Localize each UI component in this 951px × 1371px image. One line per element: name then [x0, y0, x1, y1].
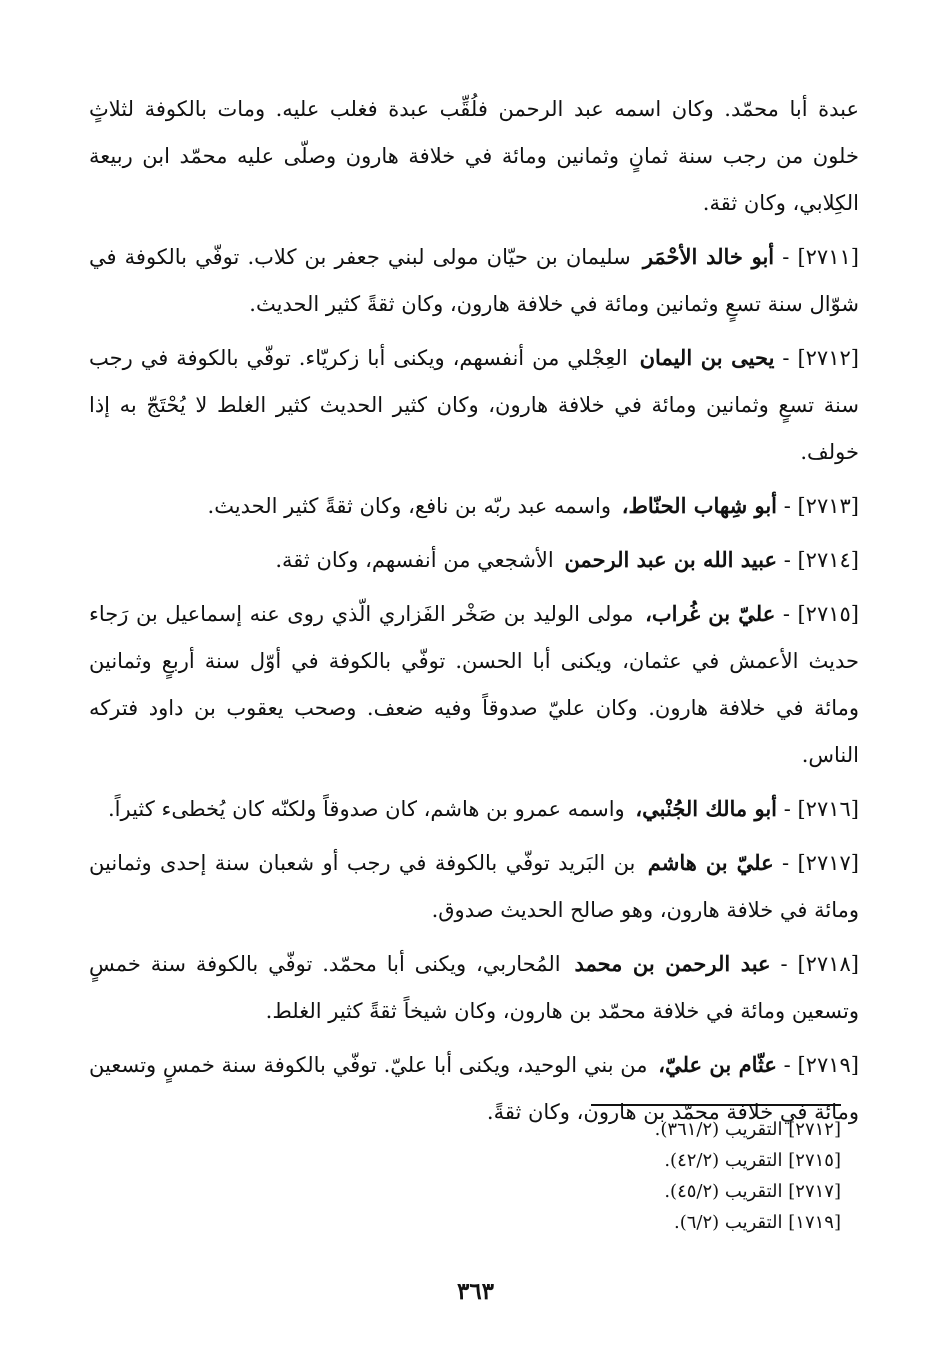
entry-text: سليمان بن حيّان مولى لبني جعفر بن كلاب. توفّي بالكوفة في شوّال سنة تسعٍ وثمانين ومائة في خلافة هارون، وكان ثقةً كثير الحديث.	[89, 245, 859, 316]
entry-text: الأشجعي من أنفسهم، وكان ثقة.	[275, 548, 554, 572]
entry-text: واسمه عمرو بن هاشم، كان صدوقاً ولكنّه كان يُخطىء كثيراً.	[108, 797, 625, 821]
entry-2712	[89, 334, 859, 476]
entry-2715	[89, 590, 859, 779]
entry-text: مولى الوليد بن صَخْر الفَزاري الّذي روى عنه إسماعيل بن رَجاء حديث الأعمش في عثمان، ويكنى أبا الحسن. توفّي بالكوفة في أوّل سنة أربعٍ وثمانين ومائة في خلافة هارون. وكان عليّ صدوقاً وفيه ضعف. وصحب يعقوب بن داود فتركه الناس.	[89, 602, 859, 767]
entry-number: [٢٧١٦] -	[783, 797, 859, 821]
entry-name: عليّ بن غُراب،	[645, 601, 776, 626]
entry-text: من بني الوحيد، ويكنى أبا عليّ. توفّي بالكوفة سنة خمسٍ وتسعين ومائة في خلافة محمّد بن هارون، وكان ثقةً.	[89, 1053, 859, 1124]
entry-number: [٢٧١٣] -	[783, 494, 859, 518]
entry-name: يحيى بن اليمان	[639, 345, 775, 370]
entry-text: العِجْلي من أنفسهم، ويكنى أبا زكريّاء. توفّي بالكوفة في رجب سنة تسعٍ وثمانين ومائة في خلافة هارون، وكان كثير الحديث كثير الغلط لا يُحْتَجّ به إذا خولف.	[89, 346, 859, 464]
entry-name: أبو خالد الأحْمَر	[642, 244, 775, 269]
footnote: [٢٧١٢] التقريب (٣٦١/٢).	[654, 1119, 841, 1140]
opening-paragraph: عبدة أبا محمّد. وكان اسمه عبد الرحمن فلُقِّب عبدة فغلب عليه. ومات بالكوفة لثلاثٍ خلون من رجب سنة ثمانٍ وثمانين ومائة في خلافة هارون وصلّى عليه محمّد ابن ربيعة الكِلابي، وكان ثقة.	[89, 97, 859, 215]
entry-text: بن البَريد توفّي بالكوفة في رجب أو شعبان سنة إحدى وثمانين ومائة في خلافة هارون، وهو صالح الحديث صدوق.	[89, 851, 859, 922]
entry-2711	[89, 233, 859, 328]
footnotes	[591, 1104, 841, 1238]
entry-name: أبو مالك الجُنْبي،	[635, 796, 778, 821]
footnote: [١٧١٩] التقريب (٦/٢).	[674, 1212, 841, 1233]
entry-name: عبيد الله بن عبد الرحمن	[564, 547, 778, 572]
entry-2716	[89, 785, 859, 833]
entry-number: [٢٧١٥] -	[782, 602, 859, 626]
entry-2717	[89, 839, 859, 934]
entry-number: [٢٧١٢] -	[782, 346, 859, 370]
entry-number: [٢٧١٩] -	[783, 1053, 859, 1077]
entry-number: [٢٧١١] -	[782, 245, 859, 269]
entry-name: عبد الرحمن بن محمد	[574, 951, 771, 976]
entry-2713	[89, 482, 859, 530]
entry-name: عليّ بن هاشم	[647, 850, 774, 875]
entry-text: واسمه عبد ربّه بن نافع، وكان ثقةً كثير الحديث.	[207, 494, 611, 518]
main-text	[89, 86, 859, 1142]
footnote: [٢٧١٧] التقريب (٤٥/٢).	[664, 1181, 841, 1202]
entry-2718	[89, 940, 859, 1035]
page-number: ٣٦٣	[456, 1278, 495, 1305]
entry-number: [٢٧١٧] -	[782, 851, 859, 875]
footnote: [٢٧١٥] التقريب (٤٢/٢).	[664, 1150, 841, 1171]
entry-name: أبو شِهاب الحنّاط،	[621, 493, 778, 518]
entry-name: عثّام بن عليّ،	[658, 1052, 777, 1077]
entry-number: [٢٧١٨] -	[780, 952, 859, 976]
entry-text: المُحاربي، ويكنى أبا محمّد. توفّي بالكوفة سنة خمسٍ وتسعين ومائة في خلافة محمّد بن هارون، وكان شيخاً ثقةً كثير الغلط.	[89, 952, 859, 1023]
entry-number: [٢٧١٤] -	[783, 548, 859, 572]
entry-2714	[89, 536, 859, 584]
